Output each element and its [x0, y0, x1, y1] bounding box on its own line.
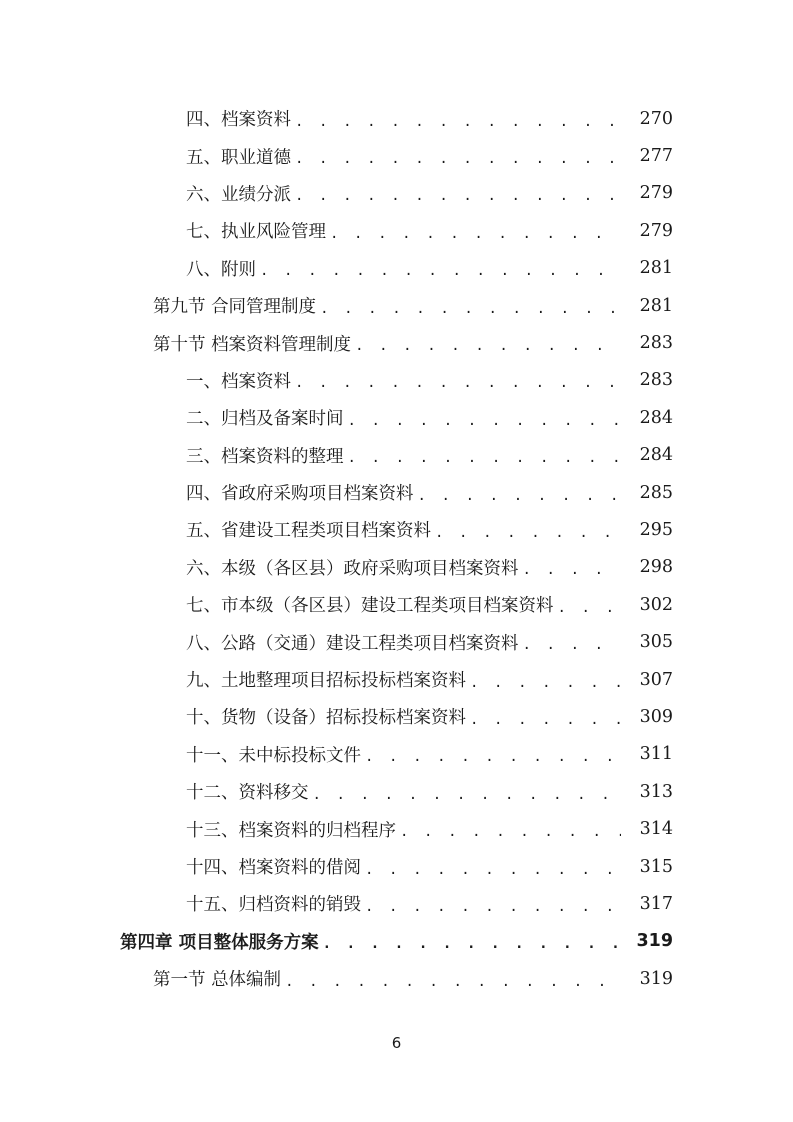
dot-leader [295, 375, 621, 391]
dot-leader [285, 974, 621, 990]
toc-entry-title: 七、市本级（各区县）建设工程类项目档案资料 [186, 596, 554, 617]
dot-leader [523, 562, 622, 578]
page-number: 6 [391, 1034, 402, 1052]
toc-entry-page: 283 [639, 333, 673, 354]
dot-leader [295, 188, 621, 204]
dot-leader [470, 675, 621, 691]
toc-entry-page: 285 [639, 482, 673, 503]
toc-entry-title: 八、附则 [186, 259, 256, 280]
toc-entry-title: 一、档案资料 [186, 371, 291, 392]
toc-entry-title: 十一、未中标投标文件 [186, 745, 361, 766]
toc-entry-title: 九、土地整理项目招标投标档案资料 [186, 671, 466, 692]
toc-entry-page: 311 [639, 744, 673, 765]
toc-entry[interactable] [0, 810, 793, 847]
dot-leader [330, 226, 621, 242]
dot-leader [260, 263, 621, 279]
toc-entry[interactable] [0, 549, 793, 586]
toc-entry[interactable] [0, 586, 793, 623]
toc-entry-title: 第九节 合同管理制度 [153, 297, 317, 318]
toc-entry-title: 第一节 总体编制 [153, 970, 282, 991]
toc-section-entry[interactable] [0, 960, 793, 997]
toc-entry[interactable] [0, 848, 793, 885]
toc-entry[interactable] [0, 511, 793, 548]
dot-leader [365, 899, 621, 915]
toc-entry-page: 317 [639, 893, 673, 914]
toc-entry-title: 五、职业道德 [186, 147, 291, 168]
toc-entry-page: 309 [639, 706, 673, 727]
dot-leader [558, 600, 622, 616]
dot-leader [348, 450, 622, 466]
toc-entry-page: 298 [639, 557, 673, 578]
toc-entry-page: 284 [639, 445, 673, 466]
toc-entry-title: 六、业绩分派 [186, 184, 291, 205]
dot-leader [295, 151, 621, 167]
dot-leader [523, 637, 622, 653]
toc-entry-page: 270 [639, 108, 673, 129]
dot-leader [323, 936, 621, 952]
toc-entry[interactable] [0, 212, 793, 249]
toc-entry-page: 279 [639, 183, 673, 204]
toc-entry[interactable] [0, 250, 793, 287]
toc-entry-page: 319 [636, 931, 673, 952]
toc-chapter-entry[interactable] [0, 923, 793, 960]
toc-entry-title: 十、货物（设备）招标投标档案资料 [186, 708, 466, 729]
toc-entry[interactable] [0, 362, 793, 399]
dot-leader [400, 824, 621, 840]
toc-entry-title: 四、省政府采购项目档案资料 [186, 484, 414, 505]
toc-entry-title: 十二、资料移交 [186, 783, 309, 804]
toc-entry[interactable] [0, 623, 793, 660]
toc-entry-title: 第四章 项目整体服务方案 [120, 932, 319, 953]
toc-entry-title: 十三、档案资料的归档程序 [186, 820, 396, 841]
toc-entry-page: 302 [639, 594, 673, 615]
toc-entry-title: 七、执业风险管理 [186, 222, 326, 243]
toc-entry-page: 281 [639, 258, 673, 279]
toc-entry[interactable] [0, 736, 793, 773]
toc-entry-title: 六、本级（各区县）政府采购项目档案资料 [186, 558, 519, 579]
dot-leader [365, 862, 621, 878]
dot-leader [320, 301, 621, 317]
toc-entry[interactable] [0, 100, 793, 137]
toc-entry-title: 十四、档案资料的借阅 [186, 858, 361, 878]
dot-leader [435, 525, 621, 541]
toc-entry-page: 295 [639, 519, 673, 540]
toc-entry-page: 313 [639, 781, 673, 802]
toc-entry-title: 五、省建设工程类项目档案资料 [186, 521, 431, 542]
toc-entry-page: 307 [639, 669, 673, 690]
toc-entry-title: 第十节 档案资料管理制度 [153, 334, 352, 355]
toc-entry-title: 十五、归档资料的销毁 [186, 895, 361, 916]
toc-entry-title: 二、归档及备案时间 [186, 409, 344, 430]
toc-entry-page: 279 [639, 220, 673, 241]
toc-section-entry[interactable] [0, 324, 793, 361]
dot-leader [470, 712, 621, 728]
dot-leader [365, 749, 621, 765]
toc-entry[interactable] [0, 885, 793, 922]
toc-entry[interactable] [0, 175, 793, 212]
toc-entry-page: 319 [639, 968, 673, 989]
toc-section-entry[interactable] [0, 287, 793, 324]
dot-leader [355, 338, 621, 354]
toc-entry-title: 四、档案资料 [186, 110, 291, 131]
toc-entry-page: 305 [639, 632, 673, 653]
toc-entry-page: 284 [639, 407, 673, 428]
toc-entry[interactable] [0, 137, 793, 174]
toc-entry[interactable] [0, 698, 793, 735]
dot-leader [313, 787, 622, 803]
toc-entry-page: 281 [639, 295, 673, 316]
toc-entry[interactable] [0, 661, 793, 698]
toc-entry-page: 314 [639, 819, 673, 840]
toc-entry-page: 277 [639, 146, 673, 167]
dot-leader [295, 114, 621, 130]
table-of-contents [0, 100, 793, 997]
toc-entry-title: 八、公路（交通）建设工程类项目档案资料 [186, 633, 519, 654]
toc-entry[interactable] [0, 773, 793, 810]
dot-leader [348, 413, 622, 429]
dot-leader [418, 488, 622, 504]
toc-entry[interactable] [0, 399, 793, 436]
toc-entry-page: 283 [639, 370, 673, 391]
toc-entry[interactable] [0, 437, 793, 474]
toc-entry-page: 315 [639, 856, 673, 877]
toc-entry[interactable] [0, 474, 793, 511]
toc-entry-title: 三、档案资料的整理 [186, 446, 344, 467]
